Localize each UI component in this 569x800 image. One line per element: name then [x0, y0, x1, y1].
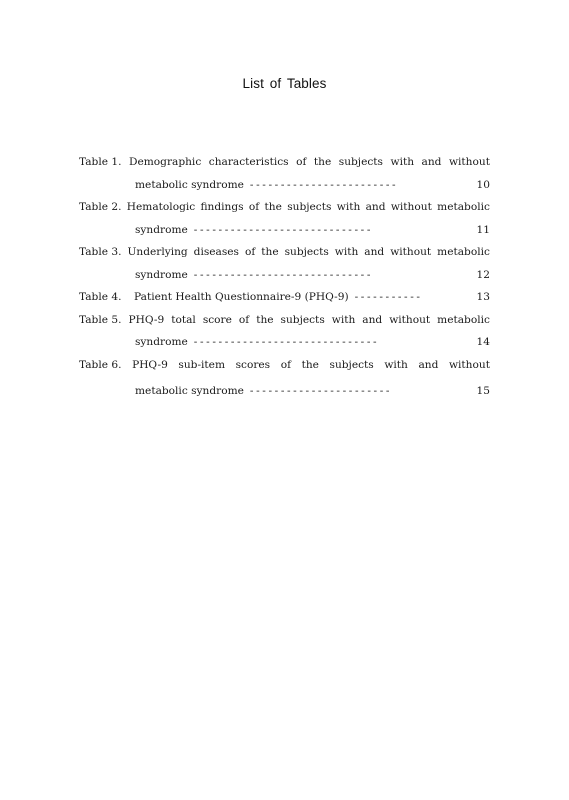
- list-of-tables: [79, 151, 490, 403]
- entry-first-line: [79, 309, 490, 332]
- entry-word: metabolic: [437, 313, 490, 326]
- entry-page-number: 13: [476, 291, 490, 303]
- entry-word: without: [448, 358, 490, 371]
- entry-word: Hematologic: [126, 201, 196, 213]
- entry-first-line: [79, 151, 490, 174]
- entry-first-line: [79, 241, 490, 264]
- entry-label: Table 5.: [79, 313, 122, 326]
- dot-leader: -----------------------------: [193, 223, 374, 236]
- entry-title-continuation: syndrome: [135, 336, 188, 348]
- entry-first-line: [79, 286, 490, 309]
- entry-word: without: [448, 156, 490, 168]
- entry-word: and: [364, 246, 385, 258]
- table-entry-5[interactable]: [79, 309, 490, 354]
- table-entry-3[interactable]: [79, 241, 490, 286]
- entry-word: the: [261, 246, 279, 258]
- entry-word: metabolic: [437, 201, 490, 213]
- entry-title-continuation: metabolic syndrome: [135, 178, 244, 191]
- entry-page-number: 14: [476, 336, 490, 348]
- entry-page-number: 12: [476, 268, 490, 281]
- entry-label: Table 2.: [79, 201, 122, 213]
- entry-word: findings: [200, 201, 244, 213]
- entry-word: of: [238, 313, 250, 326]
- entry-word: PHQ-9: [132, 358, 168, 371]
- entry-word: diseases: [193, 246, 239, 258]
- dot-leader: -----------------------------: [193, 268, 374, 281]
- entry-word: without: [389, 313, 431, 326]
- entry-word: and: [418, 358, 439, 371]
- entry-label: Table 3.: [79, 246, 122, 258]
- entry-word: and: [365, 201, 386, 213]
- entry-word: the: [264, 201, 282, 213]
- entry-word: the: [256, 313, 274, 326]
- entry-word: with: [336, 201, 361, 213]
- dot-leader: -----------------------: [249, 385, 393, 397]
- entry-continuation-line: [79, 264, 490, 287]
- dot-leader: ------------------------------: [193, 336, 380, 348]
- entry-word: Underlying: [127, 246, 188, 258]
- entry-word: with: [390, 156, 415, 168]
- entry-word: the: [301, 358, 319, 371]
- page-title: List of Tables: [242, 76, 327, 91]
- entry-word: without: [390, 246, 432, 258]
- entry-continuation-line: [79, 331, 490, 354]
- table-entry-4[interactable]: [79, 286, 490, 309]
- entry-word: and: [421, 156, 442, 168]
- entry-word: PHQ-9: [128, 313, 165, 326]
- dot-leader: ------------------------: [249, 178, 399, 191]
- entry-word: subjects: [329, 358, 374, 371]
- entry-word: subjects: [338, 156, 383, 168]
- entry-first-line: [79, 354, 490, 377]
- entry-title-continuation: syndrome: [135, 268, 188, 281]
- entry-continuation-line: [79, 219, 490, 242]
- entry-first-line: [79, 196, 490, 219]
- entry-word: subjects: [280, 313, 325, 326]
- entry-word: with: [334, 246, 359, 258]
- entry-page-number: 15: [476, 385, 490, 397]
- entry-word: of: [296, 156, 307, 168]
- entry-continuation-line: [79, 380, 490, 403]
- table-entry-2[interactable]: [79, 196, 490, 241]
- entry-word: subjects: [287, 201, 332, 213]
- entry-word: metabolic: [437, 246, 490, 258]
- entry-continuation-line: [79, 174, 490, 197]
- entry-word: scores: [235, 358, 271, 371]
- entry-label: Table 4.: [79, 291, 122, 303]
- entry-page-number: 11: [476, 223, 490, 236]
- entry-word: total: [171, 313, 196, 326]
- entry-title-continuation: metabolic syndrome: [135, 385, 244, 397]
- entry-word: the: [313, 156, 332, 168]
- entry-label: Table 1.: [79, 156, 122, 168]
- table-entry-1[interactable]: [79, 151, 490, 196]
- entry-word: with: [331, 313, 356, 326]
- entry-title-continuation: syndrome: [135, 223, 188, 236]
- entry-title: Patient Health Questionnaire-9 (PHQ-9): [134, 291, 349, 303]
- entry-word: sub-item: [178, 358, 225, 371]
- entry-word: of: [280, 358, 291, 371]
- table-entry-6[interactable]: [79, 354, 490, 403]
- dot-leader: -----------: [354, 291, 423, 303]
- entry-word: of: [244, 246, 256, 258]
- entry-page-number: 10: [476, 178, 490, 191]
- entry-label: Table 6.: [79, 358, 122, 371]
- entry-word: score: [202, 313, 232, 326]
- entry-word: Demographic: [128, 156, 202, 168]
- entry-word: with: [384, 358, 408, 371]
- entry-word: and: [362, 313, 383, 326]
- entry-word: subjects: [284, 246, 329, 258]
- entry-word: characteristics: [208, 156, 289, 168]
- entry-word: of: [248, 201, 260, 213]
- entry-word: without: [390, 201, 432, 213]
